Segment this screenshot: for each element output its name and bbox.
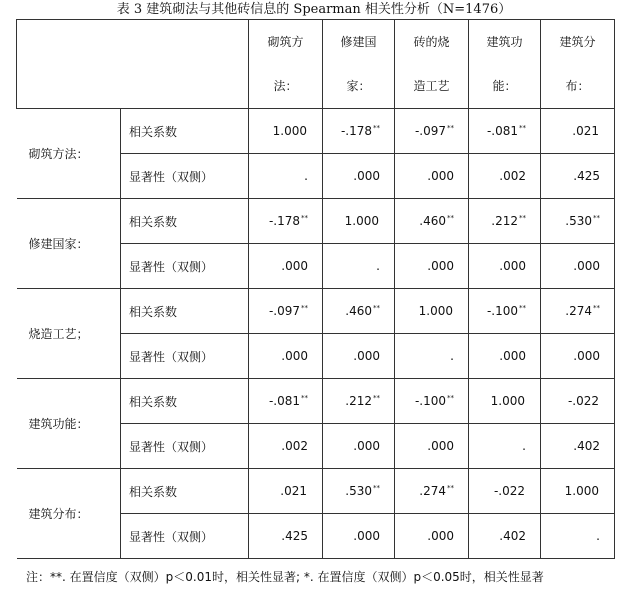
corr-value: .274 xyxy=(565,304,592,318)
row-label: 修建国家： xyxy=(17,199,121,289)
corr-cell xyxy=(469,289,541,334)
corr-value: .460 xyxy=(419,214,446,228)
sig-cell: . xyxy=(395,334,469,379)
corr-cell xyxy=(469,379,541,424)
row-label: 建筑分布： xyxy=(17,469,121,559)
sig-cell: .000 xyxy=(249,334,323,379)
corr-cell xyxy=(249,109,323,154)
column-header-line1: 建筑分 xyxy=(559,35,596,49)
corr-value: .274 xyxy=(419,484,446,498)
significance-marker: ** xyxy=(301,304,308,312)
corr-value: .021 xyxy=(572,124,599,138)
corr-value: .021 xyxy=(280,484,307,498)
corr-cell xyxy=(395,199,469,244)
significance-marker: ** xyxy=(301,394,308,402)
column-header xyxy=(541,20,615,109)
stat-label-sig: 显著性（双侧） xyxy=(121,424,249,469)
column-header-line2: 造工艺 xyxy=(413,79,450,93)
corr-value: -.022 xyxy=(493,484,525,498)
sig-cell: .002 xyxy=(249,424,323,469)
sig-cell: .000 xyxy=(395,244,469,289)
corr-cell xyxy=(469,469,541,514)
column-header-line2: 布： xyxy=(565,79,590,93)
stat-label-sig: 显著性（双侧） xyxy=(121,244,249,289)
corr-value: -.178 xyxy=(268,214,300,228)
corr-cell xyxy=(249,379,323,424)
sig-cell: .000 xyxy=(541,244,615,289)
stat-label-sig: 显著性（双侧） xyxy=(121,334,249,379)
sig-cell: .000 xyxy=(541,334,615,379)
sig-cell: . xyxy=(323,244,395,289)
corr-cell xyxy=(395,109,469,154)
significance-marker: ** xyxy=(593,304,600,312)
corr-cell xyxy=(469,199,541,244)
significance-marker: ** xyxy=(593,214,600,222)
row-label: 烧造工艺； xyxy=(17,289,121,379)
row-label: 建筑功能： xyxy=(17,379,121,469)
significance-marker: ** xyxy=(373,484,380,492)
stat-label-corr: 相关系数 xyxy=(121,289,249,334)
significance-marker: ** xyxy=(519,304,526,312)
sig-cell: .425 xyxy=(249,514,323,559)
column-header-line1: 砌筑方 xyxy=(267,35,304,49)
corr-value: -.178 xyxy=(340,124,372,138)
corr-cell xyxy=(323,289,395,334)
significance-marker: ** xyxy=(301,214,308,222)
stat-label-corr: 相关系数 xyxy=(121,469,249,514)
corr-cell xyxy=(395,379,469,424)
table-title: 表 3 建筑砌法与其他砖信息的 Spearman 相关性分析（N=1476） xyxy=(116,2,512,17)
sig-cell: .402 xyxy=(541,424,615,469)
column-header xyxy=(469,20,541,109)
table-row xyxy=(17,199,615,244)
sig-cell: .000 xyxy=(395,154,469,199)
sig-cell: .402 xyxy=(469,514,541,559)
corr-value: -.081 xyxy=(486,124,518,138)
sig-cell: . xyxy=(249,154,323,199)
corr-value: -.097 xyxy=(414,124,446,138)
corr-value: .212 xyxy=(491,214,518,228)
corr-value: .530 xyxy=(345,484,372,498)
corr-value: 1.000 xyxy=(272,124,307,138)
column-header xyxy=(249,20,323,109)
stat-label-sig: 显著性（双侧） xyxy=(121,154,249,199)
sig-cell: . xyxy=(541,514,615,559)
table-row xyxy=(17,289,615,334)
table-row xyxy=(17,469,615,514)
significance-marker: ** xyxy=(373,394,380,402)
corr-cell xyxy=(541,289,615,334)
corr-value: -.022 xyxy=(567,394,599,408)
corr-cell xyxy=(323,199,395,244)
corr-cell xyxy=(323,379,395,424)
table-footnote: 注：**. 在置信度（双侧）p＜0.01时，相关性显著; *. 在置信度（双侧）p＜0.05时，相关性显著 xyxy=(26,570,544,584)
corr-value: 1.000 xyxy=(418,304,453,318)
sig-cell: .425 xyxy=(541,154,615,199)
header-row xyxy=(17,20,615,109)
corr-cell xyxy=(249,289,323,334)
significance-marker: ** xyxy=(519,214,526,222)
sig-cell: .000 xyxy=(323,154,395,199)
significance-marker: ** xyxy=(519,124,526,132)
significance-marker: ** xyxy=(447,484,454,492)
corr-cell xyxy=(541,379,615,424)
sig-cell: .000 xyxy=(323,514,395,559)
sig-cell: .000 xyxy=(323,424,395,469)
corr-value: .212 xyxy=(345,394,372,408)
corr-cell xyxy=(541,469,615,514)
significance-marker: ** xyxy=(447,394,454,402)
corr-value: 1.000 xyxy=(490,394,525,408)
corr-cell xyxy=(395,289,469,334)
sig-cell: .000 xyxy=(395,424,469,469)
corr-cell xyxy=(469,109,541,154)
column-header-line2: 家： xyxy=(346,79,371,93)
corr-cell xyxy=(323,109,395,154)
column-header-line2: 法： xyxy=(273,79,298,93)
sig-cell: .000 xyxy=(323,334,395,379)
stat-label-corr: 相关系数 xyxy=(121,109,249,154)
corr-cell xyxy=(541,109,615,154)
sig-cell: .000 xyxy=(395,514,469,559)
significance-marker: ** xyxy=(447,214,454,222)
row-label: 砌筑方法： xyxy=(17,109,121,199)
corr-cell xyxy=(323,469,395,514)
stat-label-corr: 相关系数 xyxy=(121,379,249,424)
corr-value: 1.000 xyxy=(564,484,599,498)
corr-value: .460 xyxy=(345,304,372,318)
corr-cell xyxy=(395,469,469,514)
column-header-line1: 建筑功 xyxy=(486,35,523,49)
corr-value: -.097 xyxy=(268,304,300,318)
sig-cell: .000 xyxy=(249,244,323,289)
corr-value: -.100 xyxy=(486,304,518,318)
table-row xyxy=(17,379,615,424)
correlation-table xyxy=(16,19,615,559)
column-header xyxy=(395,20,469,109)
stat-label-sig: 显著性（双侧） xyxy=(121,514,249,559)
header-blank-cell xyxy=(17,20,249,109)
stat-label-corr: 相关系数 xyxy=(121,199,249,244)
corr-cell xyxy=(541,199,615,244)
sig-cell: . xyxy=(469,424,541,469)
corr-value: 1.000 xyxy=(344,214,379,228)
column-header-line1: 砖的烧 xyxy=(413,35,450,49)
corr-cell xyxy=(249,199,323,244)
column-header-line1: 修建国 xyxy=(340,35,377,49)
significance-marker: ** xyxy=(447,124,454,132)
corr-value: .530 xyxy=(565,214,592,228)
column-header xyxy=(323,20,395,109)
corr-value: -.081 xyxy=(268,394,300,408)
column-header-line2: 能： xyxy=(492,79,517,93)
sig-cell: .002 xyxy=(469,154,541,199)
significance-marker: ** xyxy=(373,304,380,312)
corr-value: -.100 xyxy=(414,394,446,408)
corr-cell xyxy=(249,469,323,514)
sig-cell: .000 xyxy=(469,244,541,289)
significance-marker: ** xyxy=(373,124,380,132)
sig-cell: .000 xyxy=(469,334,541,379)
table-row xyxy=(17,109,615,154)
